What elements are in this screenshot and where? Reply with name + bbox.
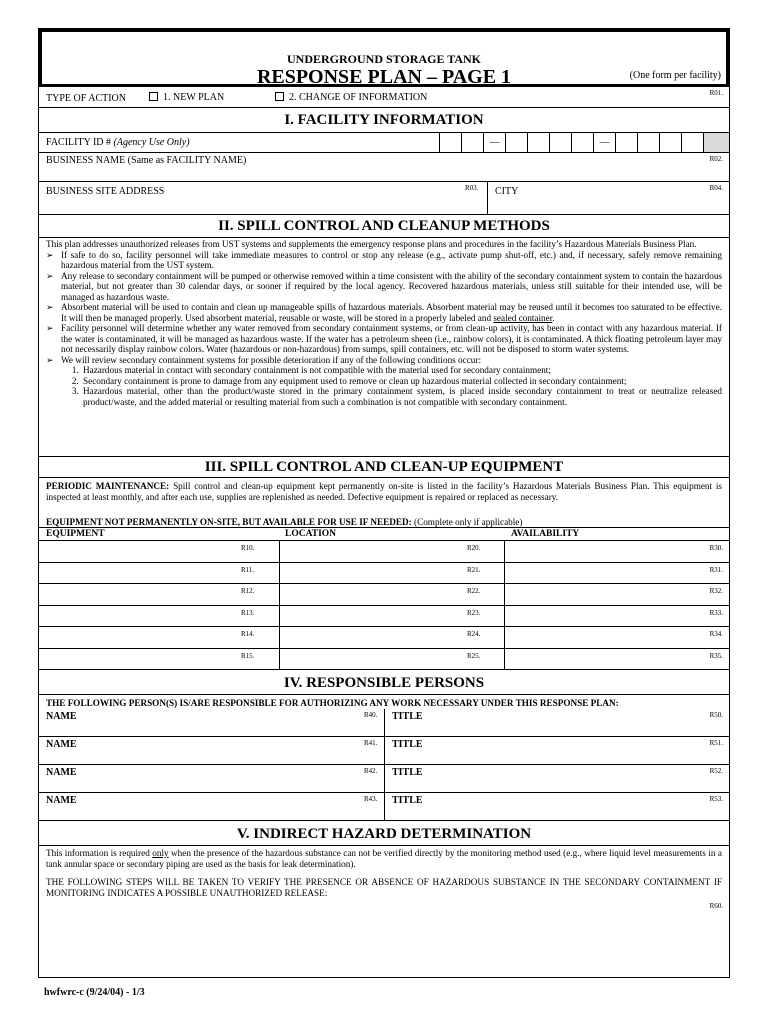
section-spill-equipment-title: III. SPILL CONTROL AND CLEAN-UP EQUIPMENT bbox=[39, 457, 729, 478]
table-row bbox=[39, 627, 729, 649]
business-name-ref: R02. bbox=[709, 155, 723, 163]
location-ref: R24. bbox=[467, 630, 481, 638]
equipment-cell[interactable] bbox=[39, 606, 279, 627]
location-cell[interactable] bbox=[279, 541, 504, 562]
arrow-bullet-icon: ➢ bbox=[46, 302, 54, 312]
name-label: NAME bbox=[46, 711, 77, 722]
location-cell[interactable] bbox=[279, 584, 504, 605]
header-note: (One form per facility) bbox=[629, 70, 721, 81]
site-address-ref: R03. bbox=[465, 184, 479, 192]
list-item: ➢ Any release to secondary containment will be pumped or otherwise removed within a time consistent with the ability of the secondary containment system to contain the hazardous material, but not greater than 30 calendar days, or sooner if required by the local agency. Recovered hazardous materials, unless still suitable for their intended use, will be managed as hazardous waste. bbox=[46, 270, 722, 302]
list-item: ➢ We will review secondary containment systems for possible deterioration if any of the following conditions occur: bbox=[46, 354, 481, 365]
location-ref: R20. bbox=[467, 544, 481, 552]
location-ref: R25. bbox=[467, 651, 481, 660]
table-row bbox=[39, 649, 729, 671]
equipment-ref: R10. bbox=[241, 544, 255, 552]
table-row bbox=[39, 541, 729, 563]
facility-id-dash: — bbox=[483, 133, 505, 152]
location-ref: R22. bbox=[467, 587, 481, 595]
new-plan-checkbox[interactable] bbox=[149, 92, 158, 101]
availability-ref: R34. bbox=[709, 630, 723, 638]
facility-id-cells[interactable] bbox=[439, 133, 729, 152]
title-field[interactable] bbox=[384, 721, 729, 737]
change-info-label: 2. CHANGE OF INFORMATION bbox=[289, 92, 428, 103]
deterioration-conditions-list bbox=[46, 365, 722, 407]
equipment-ref: R14. bbox=[241, 630, 255, 638]
methods-intro: This plan addresses unauthorized releases from UST systems and supplements the emergency response plans and procedures in the facility’s Hazardous Materials Business Plan. bbox=[46, 239, 697, 249]
arrow-bullet-icon: ➢ bbox=[46, 354, 54, 365]
equipment-ref: R11. bbox=[241, 565, 255, 574]
form-header bbox=[39, 29, 729, 87]
methods-list bbox=[46, 250, 722, 366]
name-ref: R42. bbox=[364, 767, 378, 775]
name-label: NAME bbox=[46, 795, 77, 806]
facility-id-note: (Agency Use Only) bbox=[113, 137, 190, 148]
list-item: ➢ Absorbent material will be used to contain and clean up manageable spills of hazardous materials. Absorbent material may be reused until it becomes too saturated to be effective. It will then be managed properly. Used absorbent material, reusable or waste, will be stored in a properly labeled and sealed container. bbox=[46, 302, 722, 323]
availability-cell[interactable] bbox=[504, 563, 729, 584]
equipment-location-divider bbox=[279, 541, 280, 670]
type-of-action-ref: R01. bbox=[709, 89, 723, 97]
list-item: 2. Secondary containment is prone to damage from any equipment used to remove or clean up hazardous material collected in secondary containment; bbox=[81, 376, 722, 387]
title-ref: R51. bbox=[709, 739, 723, 747]
availability-cell[interactable] bbox=[504, 606, 729, 627]
change-info-option[interactable] bbox=[275, 92, 427, 103]
location-cell[interactable] bbox=[279, 563, 504, 584]
title-field[interactable] bbox=[384, 749, 729, 765]
type-of-action-row bbox=[39, 87, 729, 108]
indirect-hazard-text: This information is required only when the presence of the hazardous substance can not be verified directly by the monitoring method used (e.g., where liquid level measurements in a tank annular space or secondary piping are used as the basis for leak determination). bbox=[46, 848, 723, 869]
name-label: NAME bbox=[46, 739, 77, 750]
arrow-bullet-icon: ➢ bbox=[46, 323, 54, 333]
section-spill-control-methods-title: II. SPILL CONTROL AND CLEANUP METHODS bbox=[39, 215, 729, 238]
equipment-table-header bbox=[39, 528, 729, 541]
new-plan-label: 1. NEW PLAN bbox=[163, 92, 225, 103]
title-field[interactable] bbox=[384, 777, 729, 793]
facility-id-cell[interactable] bbox=[681, 133, 703, 152]
facility-id-row bbox=[39, 133, 729, 153]
facility-id-cell[interactable] bbox=[527, 133, 549, 152]
availability-ref: R30. bbox=[709, 544, 723, 552]
equipment-cell[interactable] bbox=[39, 627, 279, 648]
arrow-bullet-icon: ➢ bbox=[46, 270, 54, 281]
availability-ref: R31. bbox=[709, 565, 723, 574]
facility-id-cell[interactable] bbox=[505, 133, 527, 152]
location-cell[interactable] bbox=[279, 627, 504, 648]
table-row bbox=[39, 606, 729, 628]
responsible-statement: THE FOLLOWING PERSON(S) IS/ARE RESPONSIBLE FOR AUTHORIZING ANY WORK NECESSARY UNDER THIS RESPONSE PLAN: bbox=[46, 698, 619, 708]
location-cell[interactable] bbox=[279, 606, 504, 627]
equipment-ref: R13. bbox=[241, 608, 255, 617]
equipment-cell[interactable] bbox=[39, 541, 279, 562]
title-ref: R53. bbox=[709, 795, 723, 803]
facility-id-cell[interactable] bbox=[461, 133, 483, 152]
facility-id-cell[interactable] bbox=[439, 133, 461, 152]
location-ref: R21. bbox=[467, 565, 481, 574]
title-label: TITLE bbox=[392, 711, 423, 722]
table-row bbox=[39, 584, 729, 606]
type-of-action-label: TYPE OF ACTION bbox=[46, 93, 127, 104]
availability-cell[interactable] bbox=[504, 649, 729, 670]
header-title-line1: UNDERGROUND STORAGE TANK bbox=[286, 52, 482, 66]
equipment-ref: R12. bbox=[241, 587, 255, 595]
facility-id-cell[interactable] bbox=[549, 133, 571, 152]
title-label: TITLE bbox=[392, 739, 423, 750]
not-permanent-note: (Complete only if applicable) bbox=[414, 517, 523, 527]
location-column-header: LOCATION bbox=[285, 529, 337, 539]
name-ref: R40. bbox=[364, 711, 378, 719]
site-address-divider bbox=[487, 182, 488, 215]
equipment-ref: R15. bbox=[241, 651, 255, 660]
verification-steps-text: THE FOLLOWING STEPS WILL BE TAKEN TO VERIFY THE PRESENCE OR ABSENCE OF HAZARDOUS SUBSTANCE IN THE SECONDARY CONTAINMENT IF MONITORING INDICATES A POSSIBLE UNAUTHORIZED RELEASE: bbox=[46, 877, 722, 898]
list-item: 1. Hazardous material in contact with secondary containment is not compatible with the material used for secondary containment; bbox=[81, 365, 722, 376]
name-field[interactable] bbox=[39, 777, 384, 793]
title-field[interactable] bbox=[384, 805, 729, 821]
equipment-cell[interactable] bbox=[39, 584, 279, 605]
table-row bbox=[39, 563, 729, 585]
title-label: TITLE bbox=[392, 767, 423, 778]
name-ref: R41. bbox=[364, 739, 378, 747]
spill-control-methods-text bbox=[46, 239, 722, 407]
facility-id-shaded-cell bbox=[703, 133, 729, 152]
equipment-cell[interactable] bbox=[39, 649, 279, 670]
name-title-divider bbox=[384, 709, 385, 821]
arrow-bullet-icon: ➢ bbox=[46, 249, 54, 260]
section-indirect-hazard-title: V. INDIRECT HAZARD DETERMINATION bbox=[39, 821, 729, 846]
periodic-maintenance-label: PERIODIC MAINTENANCE: bbox=[46, 481, 170, 491]
list-item: 3. Hazardous material, other than the product/waste stored in the primary containment system, is placed inside secondary containment to treat or neutralize released product/waste, and the added material or resulting material from such a combination is not compatible with secondary containment. bbox=[81, 386, 722, 407]
site-address-row bbox=[39, 182, 729, 215]
name-field[interactable] bbox=[39, 749, 384, 765]
business-name-label: BUSINESS NAME (Same as FACILITY NAME) bbox=[46, 155, 247, 166]
availability-cell[interactable] bbox=[504, 584, 729, 605]
header-title-line2: RESPONSE PLAN – PAGE 1 bbox=[256, 66, 512, 88]
city-label: CITY bbox=[495, 186, 519, 197]
title-label: TITLE bbox=[392, 795, 423, 806]
facility-id-cell[interactable] bbox=[637, 133, 659, 152]
change-info-checkbox[interactable] bbox=[275, 92, 284, 101]
facility-id-label: FACILITY ID # (Agency Use Only) bbox=[46, 137, 190, 148]
city-ref: R04. bbox=[709, 184, 723, 192]
new-plan-option[interactable] bbox=[149, 92, 224, 103]
location-cell[interactable] bbox=[279, 649, 504, 670]
facility-id-cell[interactable] bbox=[659, 133, 681, 152]
periodic-maintenance-text: PERIODIC MAINTENANCE: Spill control and clean-up equipment kept permanently on-site is listed in the facility’s Hazardous Materials Business Plan. This equipment is inspected at least monthly, and after each use, supplies are replenished as needed. Defective equipment is repaired or replaced as necessary. bbox=[46, 481, 723, 502]
title-ref: R50. bbox=[709, 711, 723, 719]
verification-steps-ref: R60. bbox=[709, 902, 723, 910]
site-address-label: BUSINESS SITE ADDRESS bbox=[46, 186, 165, 197]
not-permanent-heading: EQUIPMENT NOT PERMANENTLY ON-SITE, BUT AVAILABLE FOR USE IF NEEDED: (Complete only if applicable) bbox=[46, 517, 523, 527]
business-name-field[interactable] bbox=[39, 153, 729, 182]
name-ref: R43. bbox=[364, 795, 378, 803]
location-ref: R23. bbox=[467, 608, 481, 617]
availability-ref: R35. bbox=[709, 651, 723, 660]
section-responsible-persons-title: IV. RESPONSIBLE PERSONS bbox=[39, 670, 729, 695]
facility-id-dash: — bbox=[593, 133, 615, 152]
availability-ref: R32. bbox=[709, 587, 723, 595]
name-field[interactable] bbox=[39, 805, 384, 821]
availability-cell[interactable] bbox=[504, 627, 729, 648]
availability-cell[interactable] bbox=[504, 541, 729, 562]
list-item: ➢ If safe to do so, facility personnel will take immediate measures to control or stop any release (e.g., activate pump shut-off, etc.) and, if necessary, safely remove remaining hazardous material from the UST system. bbox=[46, 249, 722, 270]
facility-id-cell[interactable] bbox=[615, 133, 637, 152]
name-field[interactable] bbox=[39, 721, 384, 737]
title-ref: R52. bbox=[709, 767, 723, 775]
verification-steps-field[interactable] bbox=[39, 889, 729, 977]
list-item: ➢ Facility personnel will determine whether any water removed from secondary containment systems, or from clean-up activity, has been in contact with any hazardous material. If the water is contaminated, it will be managed as hazardous waste. If the water has a petroleum sheen (i.e., rainbow colors), it is contaminated. A thick floating petroleum layer may not necessarily display rainbow colors. Water (hazardous or non-hazardous) from sumps, spill containers, etc. will not be disposed to storm water systems. bbox=[46, 323, 722, 354]
availability-column-header: AVAILABILITY bbox=[511, 529, 580, 539]
location-availability-divider bbox=[504, 541, 505, 670]
availability-ref: R33. bbox=[709, 608, 723, 617]
form-footer-id: hwfwrc-c (9/24/04) - 1/3 bbox=[44, 987, 145, 998]
section-facility-information-title: I. FACILITY INFORMATION bbox=[39, 108, 729, 133]
equipment-cell[interactable] bbox=[39, 563, 279, 584]
equipment-column-header: EQUIPMENT bbox=[46, 529, 105, 539]
facility-id-cell[interactable] bbox=[571, 133, 593, 152]
response-plan-form bbox=[38, 28, 730, 978]
name-label: NAME bbox=[46, 767, 77, 778]
